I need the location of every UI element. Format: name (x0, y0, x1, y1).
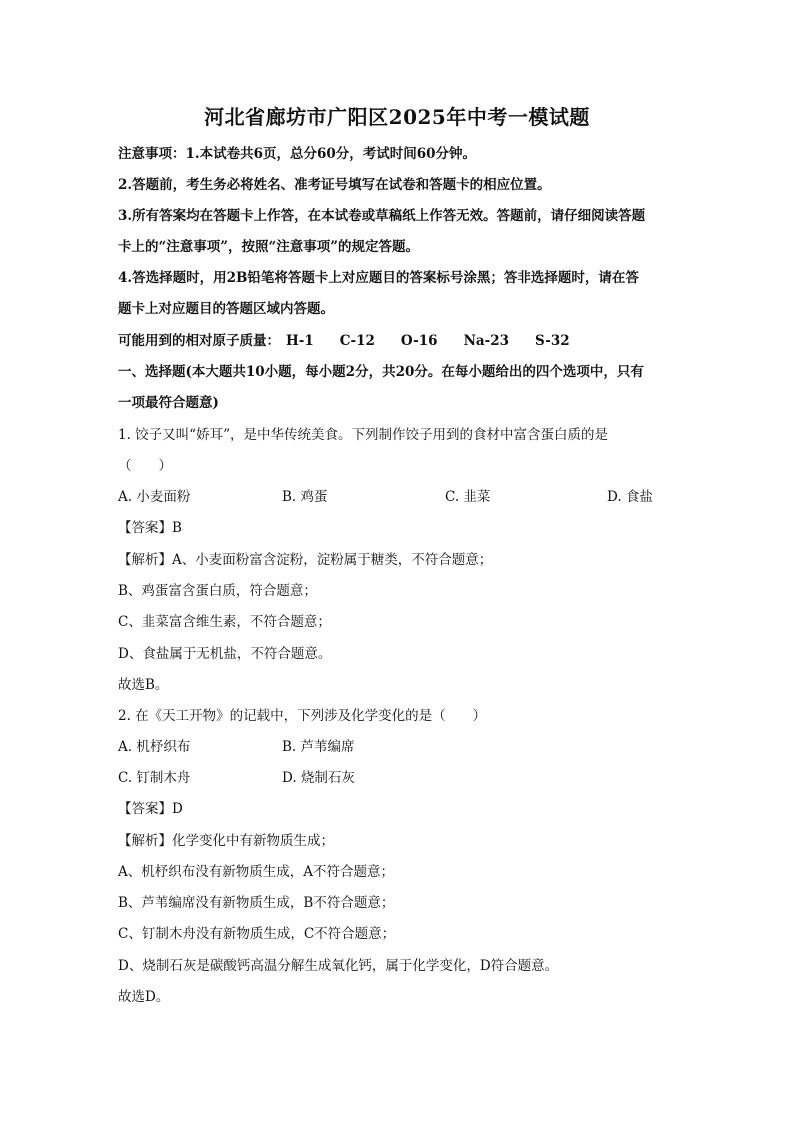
atomic-mass-item: Na-23 (463, 333, 510, 349)
atomic-mass-item: C-12 (339, 333, 375, 349)
q2-analysis-line: A、机杼织布没有新物质生成，A不符合题意； (118, 864, 394, 880)
note-3-line-1: 3.所有答案均在答题卡上作答，在本试卷或草稿纸上作答无效。答题前，请仔细阅读答题 (118, 208, 646, 224)
q2-answer: 【答案】D (118, 801, 183, 817)
atomic-mass-line (118, 332, 570, 350)
q1-analysis-line: 【解析】A、小麦面粉富含淀粉，淀粉属于糖类，不符合题意； (118, 552, 493, 568)
q2-option-a: A. 机杼织布 (118, 739, 191, 755)
q2-option-d: D. 烧制石灰 (282, 770, 355, 786)
q1-analysis-line: C、韭菜富含维生素，不符合题意； (118, 614, 331, 630)
q2-analysis-line: C、钉制木舟没有新物质生成，C不符合题意； (118, 926, 396, 942)
atomic-mass-item: H-1 (286, 333, 314, 349)
q2-option-b: B. 芦苇编席 (282, 739, 355, 755)
q2-conclusion: 故选D。 (118, 989, 170, 1005)
exam-title: 河北省廊坊市广阳区2025年中考一模试题 (204, 105, 590, 129)
q2-option-c: C. 钉制木舟 (118, 770, 191, 786)
q1-stem: 1. 饺子又叫“娇耳”，是中华传统美食。下列制作饺子用到的食材中富含蛋白质的是 (118, 427, 608, 443)
section-heading-line-1: 一、选择题(本大题共10小题，每小题2分，共20分。在每小题给出的四个选项中，只有 (118, 364, 644, 380)
section-heading-line-2: 一项最符合题意) (118, 395, 219, 411)
atomic-mass-label: 可能用到的相对原子质量： (118, 333, 280, 349)
note-3-line-2: 卡上的“注意事项”，按照“注意事项”的规定答题。 (118, 239, 420, 255)
q1-answer-paren: （ ） (118, 458, 172, 474)
q1-option-c: C. 韭菜 (445, 489, 491, 505)
q1-conclusion: 故选B。 (118, 677, 169, 693)
note-4-line-1: 4.答选择题时，用2B铅笔将答题卡上对应题目的答案标号涂黑；答非选择题时，请在答 (118, 270, 639, 286)
q1-option-a: A. 小麦面粉 (118, 489, 191, 505)
note-1: 注意事项：1.本试卷共6页，总分60分，考试时间60分钟。 (118, 146, 477, 162)
q1-option-d: D. 食盐 (607, 489, 653, 505)
note-4-line-2: 题卡上对应题目的答题区域内答题。 (118, 301, 334, 317)
q1-answer: 【答案】B (118, 520, 182, 536)
q1-analysis-line: D、食盐属于无机盐，不符合题意。 (118, 646, 332, 662)
note-2: 2.答题前，考生务必将姓名、准考证号填写在试卷和答题卡的相应位置。 (118, 177, 551, 193)
q2-analysis-line: 【解析】化学变化中有新物质生成； (118, 833, 334, 849)
atomic-mass-item: S-32 (535, 333, 570, 349)
q1-option-b: B. 鸡蛋 (282, 489, 328, 505)
q2-stem: 2. 在《天工开物》的记载中，下列涉及化学变化的是（ ） (118, 708, 487, 724)
q2-analysis-line: D、烧制石灰是碳酸钙高温分解生成氧化钙，属于化学变化，D符合题意。 (118, 958, 559, 974)
atomic-mass-item: O-16 (400, 333, 438, 349)
q1-analysis-line: B、鸡蛋富含蛋白质，符合题意； (118, 583, 317, 599)
q2-analysis-line: B、芦苇编席没有新物质生成，B不符合题意； (118, 895, 395, 911)
